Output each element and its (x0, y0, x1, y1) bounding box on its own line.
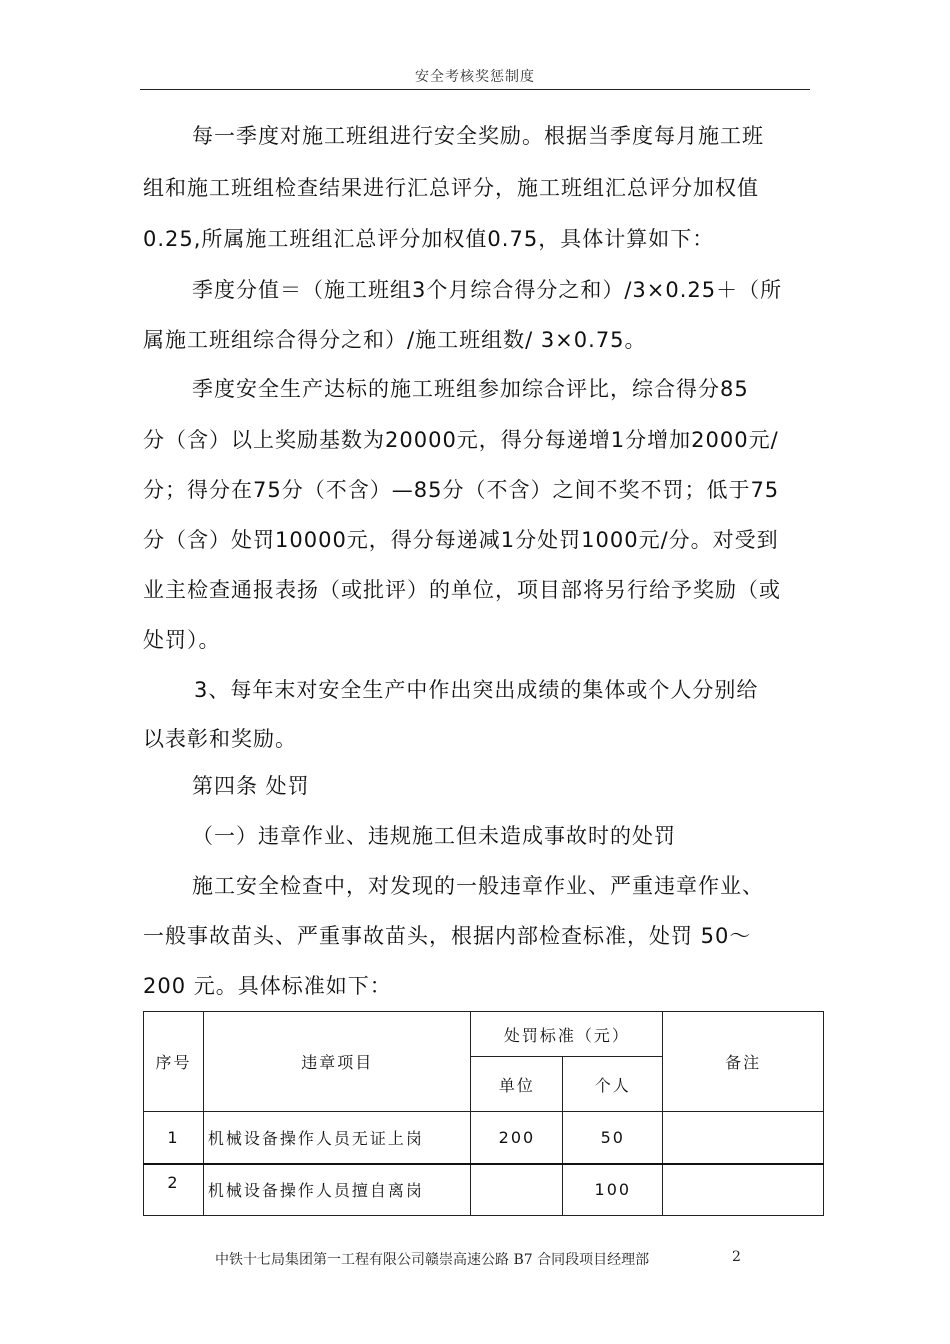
cell-unit (471, 1164, 563, 1216)
body-line: 3、每年末对安全生产中作出突出成绩的集体或个人分别给 (194, 678, 759, 702)
column-header-index: 序号 (144, 1012, 204, 1112)
cell-unit: 200 (471, 1112, 563, 1164)
cell-item: 机械设备操作人员无证上岗 (203, 1112, 471, 1164)
body-line: 分；得分在75分（不含）—85分（不含）之间不奖不罚；低于75 (143, 478, 780, 502)
cell-person: 100 (563, 1164, 663, 1216)
cell-item: 机械设备操作人员擅自离岗 (203, 1164, 471, 1216)
column-header-standard: 处罚标准（元） (471, 1012, 663, 1057)
cell-person: 50 (563, 1112, 663, 1164)
body-line: 季度分值＝（施工班组3个月综合得分之和）/3×0.25＋（所 (192, 278, 783, 302)
body-line: 分（含）处罚10000元，得分每递减1分处罚1000元/分。对受到 (143, 528, 779, 552)
body-line: 处罚）。 (143, 628, 221, 652)
cell-index: 1 (144, 1112, 204, 1164)
penalty-standard-table (143, 1011, 824, 1216)
body-line: 200 元。具体标准如下： (143, 974, 392, 998)
page-number: 2 (732, 1249, 741, 1265)
body-line: 季度安全生产达标的施工班组参加综合评比，综合得分85 (192, 377, 749, 401)
cell-index: 2 (144, 1164, 204, 1216)
page-footer-text: 中铁十七局集团第一工程有限公司赣崇高速公路 B7 合同段项目经理部 (215, 1252, 650, 1268)
header-divider (140, 89, 810, 90)
body-line: 属施工班组综合得分之和）/施工班组数/ 3×0.75。 (143, 328, 647, 352)
table-row (144, 1112, 824, 1164)
column-header-person: 个人 (563, 1057, 663, 1112)
table-row (144, 1164, 824, 1216)
column-header-unit: 单位 (471, 1057, 563, 1112)
subsection-heading: （一）违章作业、违规施工但未造成事故时的处罚 (192, 824, 676, 848)
section-heading: 第四条 处罚 (192, 774, 310, 798)
cell-remark (663, 1112, 824, 1164)
body-line: 一般事故苗头、严重事故苗头，根据内部检查标准，处罚 50～ (143, 924, 752, 948)
cell-remark (663, 1164, 824, 1216)
column-header-remark: 备注 (663, 1012, 824, 1112)
body-line: 以表彰和奖励。 (143, 727, 297, 751)
body-line: 组和施工班组检查结果进行汇总评分，施工班组汇总评分加权值 (143, 176, 759, 200)
body-line: 施工安全检查中，对发现的一般违章作业、严重违章作业、 (192, 874, 764, 898)
page-header-title: 安全考核奖惩制度 (415, 69, 535, 85)
column-header-item: 违章项目 (203, 1012, 471, 1112)
body-line: 分（含）以上奖励基数为20000元，得分每递增1分增加2000元/ (143, 428, 779, 452)
body-line: 业主检查通报表扬（或批评）的单位，项目部将另行给予奖励（或 (143, 578, 781, 602)
body-line: 0.25,所属施工班组汇总评分加权值0.75，具体计算如下： (143, 227, 715, 251)
table-header-row (144, 1012, 824, 1057)
body-line: 每一季度对施工班组进行安全奖励。根据当季度每月施工班 (192, 124, 764, 148)
